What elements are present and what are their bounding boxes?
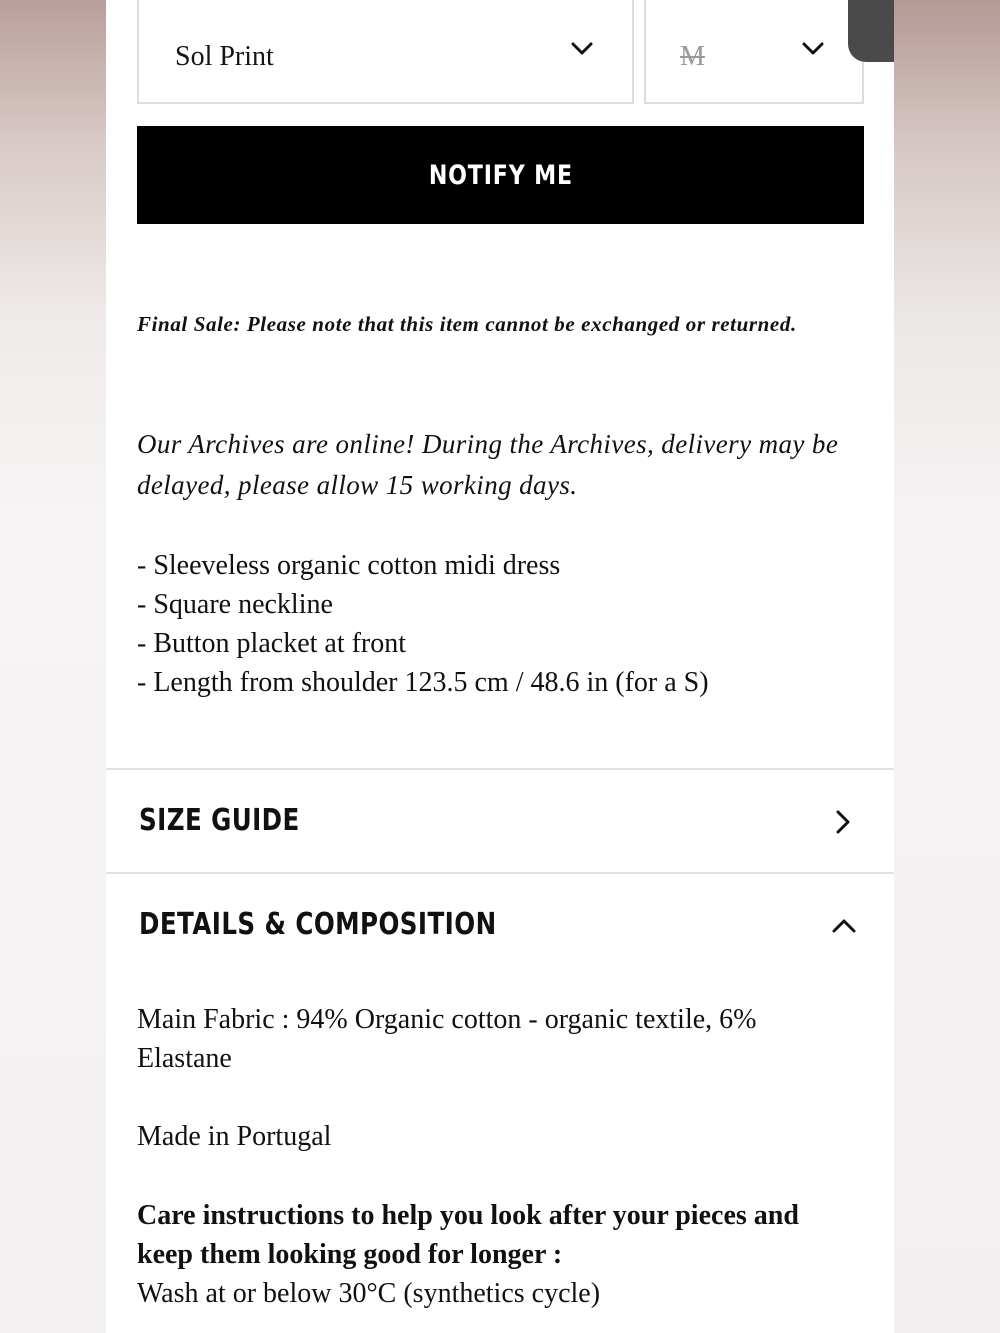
chevron-down-icon: [802, 38, 824, 60]
pattern-select[interactable]: [137, 0, 634, 104]
pattern-select-value: Sol Print: [175, 41, 274, 72]
final-sale-notice: Final Sale: Please note that this item cannot be exchanged or returned.: [137, 312, 797, 336]
origin-text: Made in Portugal: [137, 1121, 332, 1152]
chevron-right-icon: [831, 810, 855, 834]
details-composition-title: DETAILS & COMPOSITION: [139, 907, 497, 942]
list-item: - Sleeveless organic cotton midi dress: [137, 550, 561, 581]
notify-me-label: NOTIFY ME: [428, 159, 573, 191]
size-guide-title: SIZE GUIDE: [139, 803, 300, 838]
list-item: - Square neckline: [137, 589, 333, 620]
main-fabric-text: Main Fabric : 94% Organic cotton - organic textile, 6% Elastane: [137, 1004, 757, 1074]
list-item: - Button placket at front: [137, 628, 407, 659]
chevron-up-icon: [832, 914, 856, 938]
divider: [106, 768, 894, 770]
backdrop-right: [894, 0, 1000, 1333]
chevron-down-icon: [571, 38, 593, 60]
notify-me-button[interactable]: [137, 126, 864, 224]
care-instructions-heading: Care instructions to help you look after your pieces and keep them looking good for longer :: [137, 1200, 799, 1270]
care-instruction-item: Wash at or below 30°C (synthetics cycle): [137, 1278, 601, 1309]
list-item: - Length from shoulder 123.5 cm / 48.6 in (for a S): [137, 667, 709, 698]
size-select[interactable]: [644, 0, 864, 104]
divider: [106, 872, 894, 874]
side-panel-tab[interactable]: [848, 0, 894, 62]
size-select-value: M: [680, 41, 705, 72]
feature-list: [137, 546, 857, 702]
archives-delivery-notice: Our Archives are online! During the Archives, delivery may be delayed, please allow 15 working days.: [137, 429, 839, 500]
product-page: [106, 0, 894, 1333]
backdrop-left: [0, 0, 106, 1333]
